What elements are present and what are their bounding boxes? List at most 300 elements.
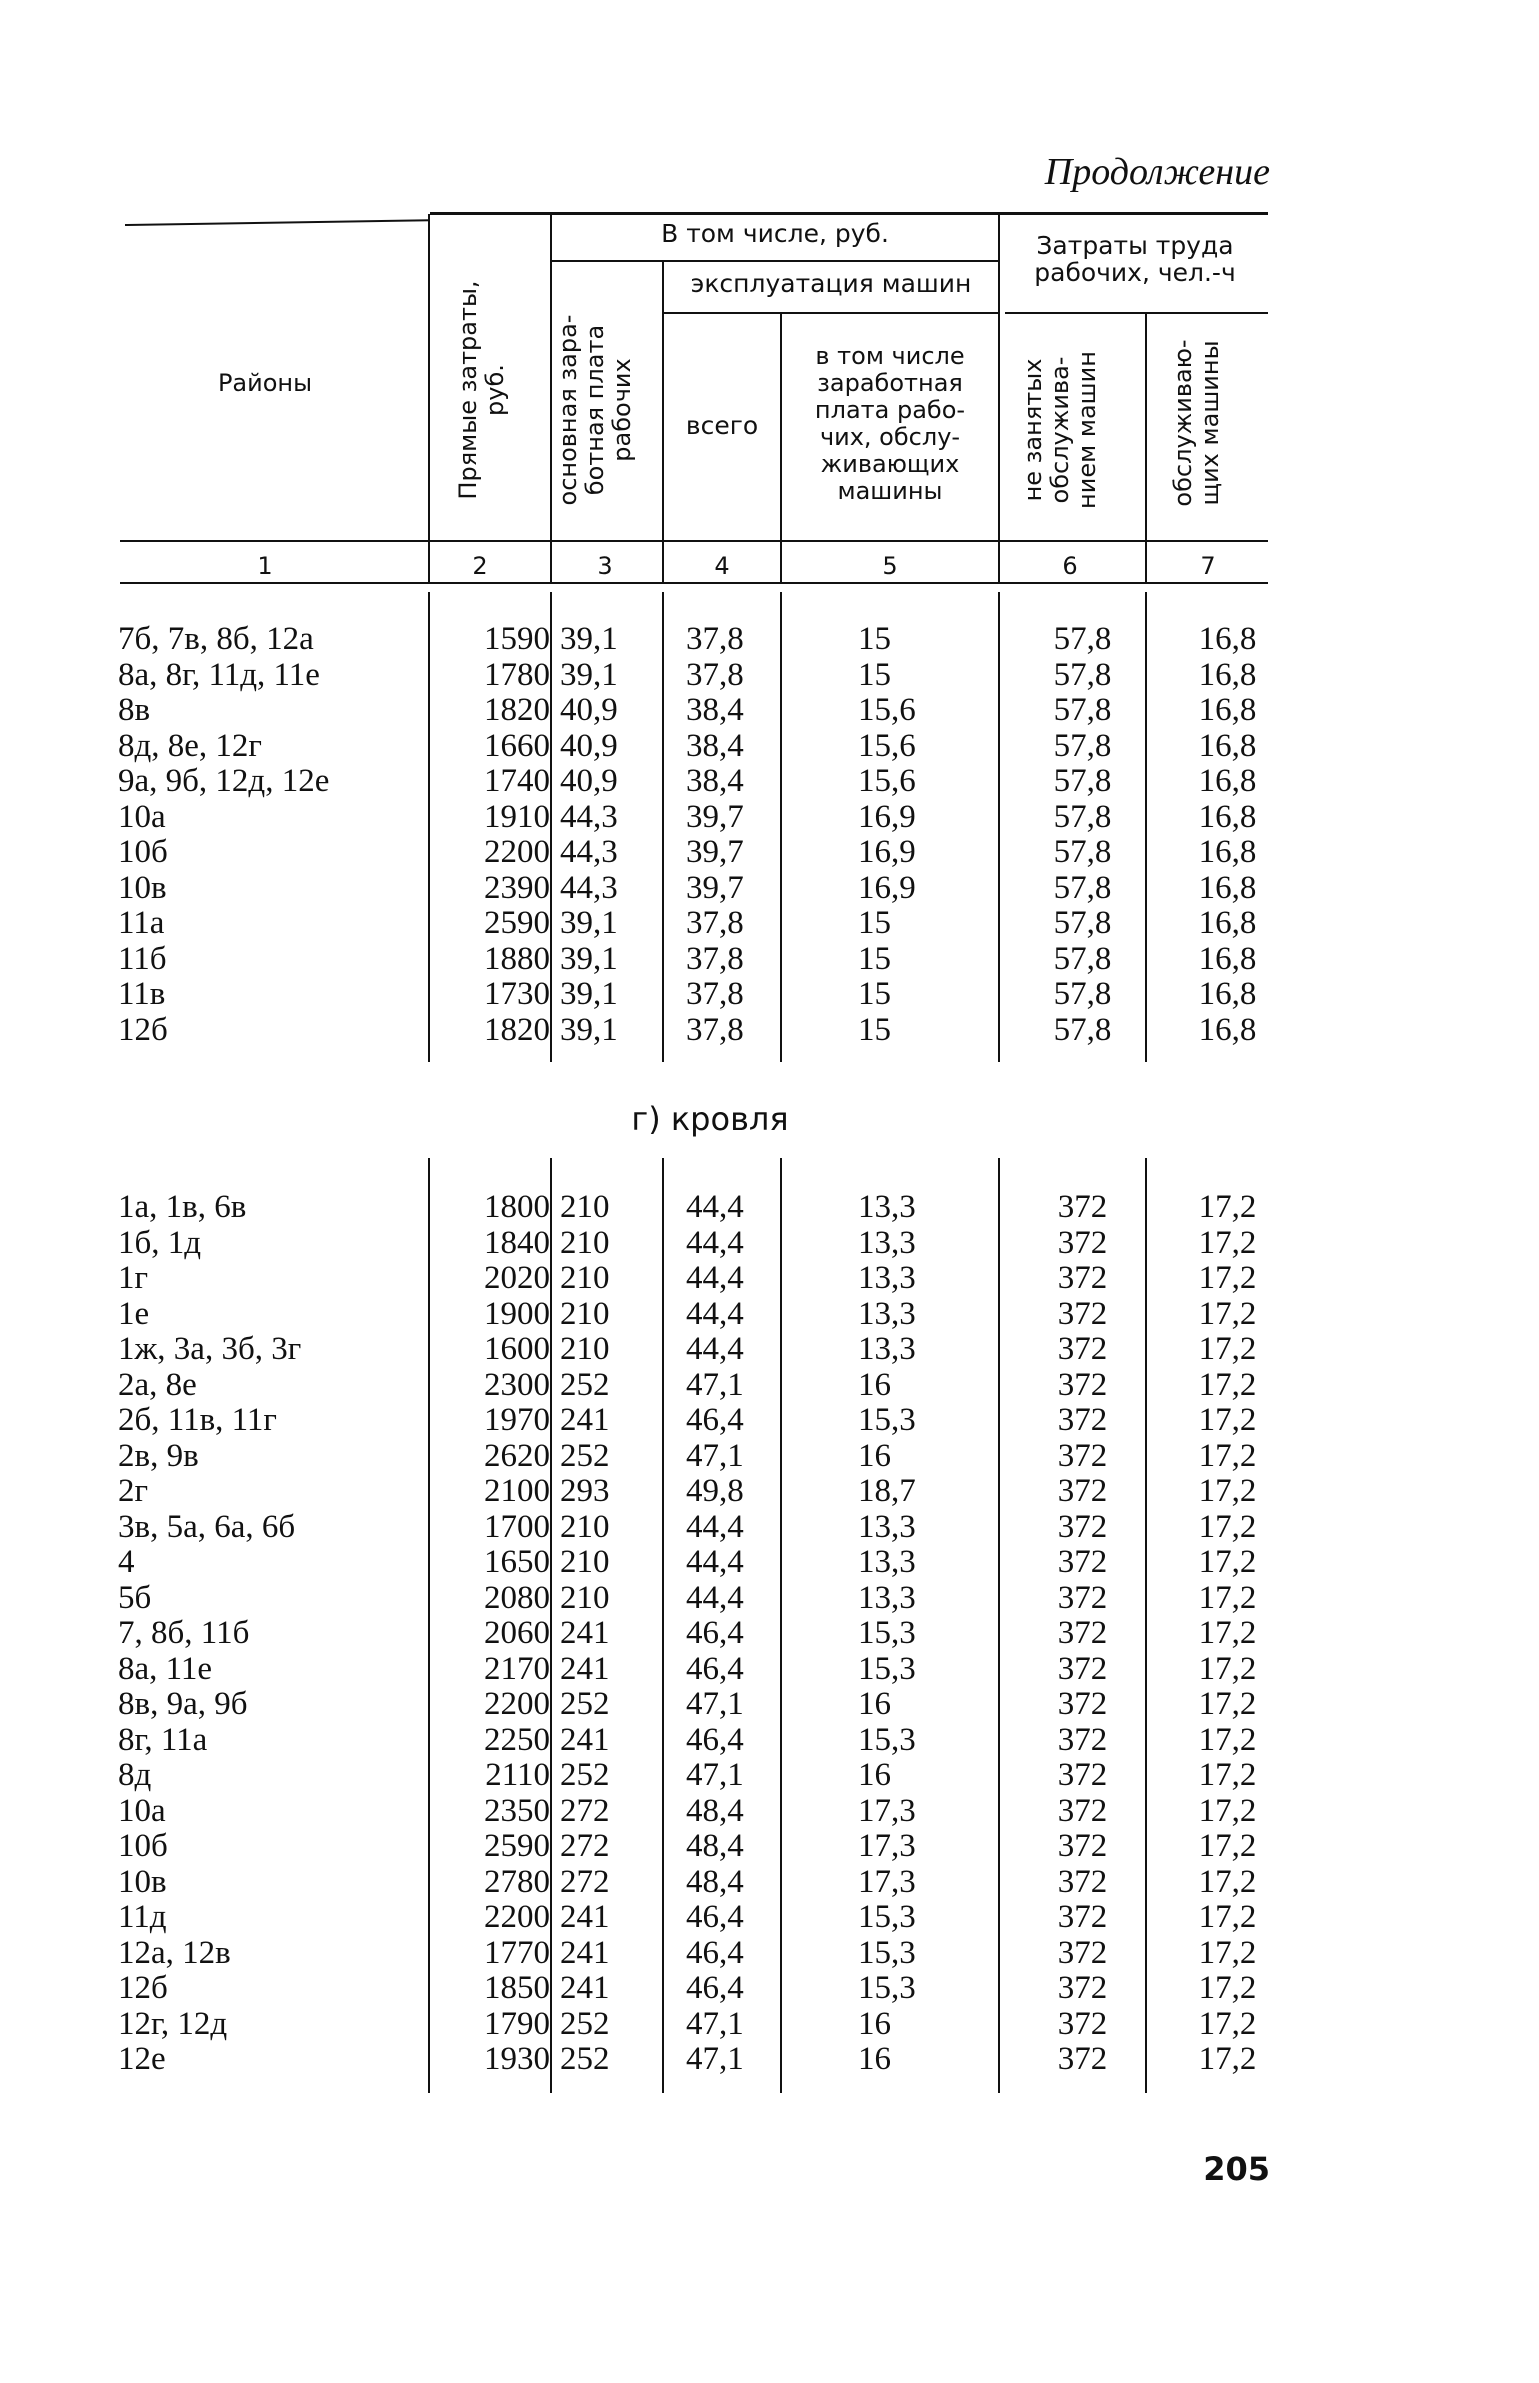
value-cell: 37,8 [686, 1011, 744, 1048]
value-cell: 16 [858, 1366, 891, 1403]
table-row [0, 1439, 1539, 1475]
table-row [0, 1758, 1539, 1794]
value-cell: 46,4 [686, 1402, 744, 1438]
value-cell: 16 [858, 1437, 891, 1474]
value-cell: 57,8 [1053, 976, 1112, 1012]
value-cell: 46,4 [686, 1934, 744, 1971]
value-cell: 372 [1057, 1721, 1108, 1758]
header-labor-costs: Затраты труда рабочих, чел.-ч [1034, 231, 1236, 287]
table-row [0, 835, 1539, 871]
value-cell: 13,3 [858, 1508, 916, 1545]
region-cell: 1е [118, 1295, 150, 1332]
value-cell: 44,3 [560, 834, 618, 870]
value-cell: 1820 [484, 692, 550, 728]
value-cell: 2300 [484, 1366, 550, 1403]
region-cell: 5б [118, 1579, 152, 1616]
value-cell: 37,8 [686, 621, 744, 657]
value-cell: 44,4 [686, 1579, 744, 1616]
value-cell: 15,3 [858, 1615, 916, 1651]
value-cell: 241 [560, 1934, 610, 1971]
region-cell: 11а [118, 905, 165, 941]
value-cell: 13,3 [858, 1189, 916, 1225]
value-cell: 2170 [484, 1650, 550, 1687]
table-row [0, 1900, 1539, 1936]
value-cell: 40,9 [560, 692, 618, 728]
value-cell: 39,7 [686, 798, 744, 835]
value-cell: 17,2 [1198, 1615, 1257, 1651]
value-cell: 16,8 [1198, 763, 1257, 799]
value-cell: 372 [1057, 1331, 1108, 1367]
value-cell: 1700 [484, 1508, 550, 1545]
value-cell: 39,1 [560, 656, 618, 693]
value-cell: 38,4 [686, 727, 744, 764]
col-number-7: 7 [1200, 552, 1216, 580]
value-cell: 1650 [484, 1544, 550, 1580]
col-number-1: 1 [257, 552, 273, 580]
value-cell: 372 [1057, 1295, 1108, 1332]
value-cell: 1590 [484, 621, 550, 657]
value-cell: 372 [1057, 2041, 1108, 2077]
value-cell: 38,4 [686, 692, 744, 728]
value-cell: 57,8 [1053, 692, 1112, 728]
value-cell: 57,8 [1053, 727, 1112, 764]
header-not-servicing: не занятых обслужива-нием машин [1019, 351, 1101, 509]
value-cell: 372 [1057, 1224, 1108, 1261]
value-cell: 39,1 [560, 940, 618, 977]
col-number-3: 3 [597, 552, 613, 580]
value-cell: 57,8 [1053, 940, 1112, 977]
table-row [0, 1297, 1539, 1333]
value-cell: 372 [1057, 1934, 1108, 1971]
value-cell: 16,9 [858, 834, 916, 870]
value-cell: 57,8 [1053, 834, 1112, 870]
value-cell: 16,8 [1198, 905, 1257, 941]
value-cell: 16 [858, 1757, 891, 1793]
value-cell: 15 [858, 1011, 891, 1048]
value-cell: 241 [560, 1899, 610, 1935]
value-cell: 15 [858, 976, 891, 1012]
value-cell: 57,8 [1053, 656, 1112, 693]
region-cell: 10б [118, 1828, 168, 1864]
value-cell: 17,2 [1198, 1828, 1257, 1864]
value-cell: 241 [560, 1721, 610, 1758]
value-cell: 1910 [484, 798, 550, 835]
value-cell: 15,3 [858, 1970, 916, 2006]
value-cell: 252 [560, 1686, 610, 1722]
value-cell: 48,4 [686, 1863, 744, 1900]
value-cell: 16,9 [858, 798, 916, 835]
value-cell: 17,2 [1198, 1863, 1257, 1900]
value-cell: 15 [858, 656, 891, 693]
region-cell: 1ж, 3а, 3б, 3г [118, 1331, 302, 1367]
value-cell: 372 [1057, 1544, 1108, 1580]
table-row [0, 1581, 1539, 1617]
value-cell: 372 [1057, 1686, 1108, 1722]
value-cell: 252 [560, 1366, 610, 1403]
value-cell: 17,2 [1198, 1437, 1257, 1474]
table-row [0, 1261, 1539, 1297]
value-cell: 37,8 [686, 976, 744, 1012]
value-cell: 372 [1057, 1863, 1108, 1900]
value-cell: 1800 [484, 1189, 550, 1225]
value-cell: 1930 [484, 2041, 550, 2077]
value-cell: 39,7 [686, 834, 744, 870]
value-cell: 16,8 [1198, 621, 1257, 657]
value-cell: 40,9 [560, 763, 618, 799]
value-cell: 2590 [484, 1828, 550, 1864]
value-cell: 2620 [484, 1437, 550, 1474]
value-cell: 15,3 [858, 1899, 916, 1935]
value-cell: 2200 [484, 1686, 550, 1722]
region-cell: 4 [118, 1544, 135, 1580]
col-number-2: 2 [472, 552, 488, 580]
value-cell: 210 [560, 1331, 610, 1367]
value-cell: 372 [1057, 1579, 1108, 1616]
region-cell: 8в [118, 692, 151, 728]
region-cell: 12б [118, 1011, 168, 1048]
section-title: г) кровля [631, 1100, 789, 1138]
value-cell: 44,4 [686, 1544, 744, 1580]
value-cell: 48,4 [686, 1792, 744, 1829]
value-cell: 2350 [484, 1792, 550, 1829]
table-row [0, 1687, 1539, 1723]
value-cell: 44,4 [686, 1331, 744, 1367]
value-cell: 241 [560, 1615, 610, 1651]
value-cell: 16 [858, 2005, 891, 2042]
value-cell: 372 [1057, 1792, 1108, 1829]
value-cell: 17,2 [1198, 1792, 1257, 1829]
header-machine-operation: эксплуатация машин [690, 269, 972, 298]
value-cell: 15 [858, 621, 891, 657]
table-row [0, 1829, 1539, 1865]
value-cell: 210 [560, 1260, 610, 1296]
table-row [0, 764, 1539, 800]
table-row [0, 622, 1539, 658]
table-row [0, 1723, 1539, 1759]
value-cell: 17,3 [858, 1863, 916, 1900]
value-cell: 39,1 [560, 976, 618, 1012]
region-cell: 1г [118, 1260, 149, 1296]
value-cell: 13,3 [858, 1224, 916, 1261]
value-cell: 49,8 [686, 1473, 744, 1509]
region-cell: 12б [118, 1970, 168, 2006]
value-cell: 17,2 [1198, 1331, 1257, 1367]
region-cell: 12г, 12д [118, 2005, 228, 2042]
value-cell: 17,2 [1198, 2041, 1257, 2077]
value-cell: 15,3 [858, 1721, 916, 1758]
value-cell: 210 [560, 1295, 610, 1332]
value-cell: 47,1 [686, 1757, 744, 1793]
value-cell: 16 [858, 2041, 891, 2077]
value-cell: 17,2 [1198, 1508, 1257, 1545]
region-cell: 9а, 9б, 12д, 12е [118, 763, 330, 799]
value-cell: 372 [1057, 1402, 1108, 1438]
value-cell: 47,1 [686, 2005, 744, 2042]
value-cell: 1780 [484, 656, 550, 693]
region-cell: 8а, 11е [118, 1650, 213, 1687]
value-cell: 15,6 [858, 727, 916, 764]
region-cell: 10в [118, 1863, 167, 1900]
table-row [0, 1545, 1539, 1581]
value-cell: 252 [560, 1757, 610, 1793]
value-cell: 46,4 [686, 1970, 744, 2006]
value-cell: 272 [560, 1792, 610, 1829]
region-cell: 8д, 8е, 12г [118, 727, 262, 764]
region-cell: 11б [118, 940, 167, 977]
table-row [0, 942, 1539, 978]
value-cell: 1970 [484, 1402, 550, 1438]
value-cell: 252 [560, 2041, 610, 2077]
value-cell: 241 [560, 1970, 610, 2006]
value-cell: 47,1 [686, 1437, 744, 1474]
value-cell: 210 [560, 1189, 610, 1225]
table-row [0, 1013, 1539, 1049]
value-cell: 2390 [484, 869, 550, 906]
header-including: В том числе, руб. [661, 219, 889, 248]
table-row [0, 1510, 1539, 1546]
value-cell: 372 [1057, 2005, 1108, 2042]
table-row [0, 1971, 1539, 2007]
region-cell: 1а, 1в, 6в [118, 1189, 247, 1225]
value-cell: 17,2 [1198, 1260, 1257, 1296]
table-row [0, 1403, 1539, 1439]
value-cell: 46,4 [686, 1615, 744, 1651]
value-cell: 57,8 [1053, 905, 1112, 941]
value-cell: 17,2 [1198, 1579, 1257, 1616]
value-cell: 17,3 [858, 1792, 916, 1829]
value-cell: 1740 [484, 763, 550, 799]
value-cell: 1880 [484, 940, 550, 977]
region-cell: 10а [118, 1792, 166, 1829]
region-cell: 7, 8б, 11б [118, 1615, 250, 1651]
region-cell: 8д [118, 1757, 152, 1793]
value-cell: 372 [1057, 1189, 1108, 1225]
value-cell: 2200 [484, 1899, 550, 1935]
table-row [0, 1794, 1539, 1830]
value-cell: 15,6 [858, 692, 916, 728]
value-cell: 48,4 [686, 1828, 744, 1864]
value-cell: 17,2 [1198, 1544, 1257, 1580]
value-cell: 17,2 [1198, 1473, 1257, 1509]
header-servicing: обслуживаю-щих машины [1169, 339, 1224, 507]
value-cell: 17,2 [1198, 1721, 1257, 1758]
col-number-6: 6 [1062, 552, 1078, 580]
value-cell: 37,8 [686, 905, 744, 941]
value-cell: 16,8 [1198, 940, 1257, 977]
value-cell: 1770 [484, 1934, 550, 1971]
value-cell: 46,4 [686, 1899, 744, 1935]
value-cell: 17,2 [1198, 1224, 1257, 1261]
value-cell: 2060 [484, 1615, 550, 1651]
value-cell: 44,4 [686, 1508, 744, 1545]
value-cell: 16,8 [1198, 692, 1257, 728]
value-cell: 44,4 [686, 1224, 744, 1261]
table-row [0, 1368, 1539, 1404]
value-cell: 372 [1057, 1366, 1108, 1403]
value-cell: 39,1 [560, 621, 618, 657]
value-cell: 44,4 [686, 1295, 744, 1332]
value-cell: 57,8 [1053, 869, 1112, 906]
region-cell: 7б, 7в, 8б, 12а [118, 621, 314, 657]
value-cell: 272 [560, 1828, 610, 1864]
header-direct-costs: Прямые затраты, руб. [454, 280, 509, 500]
value-cell: 372 [1057, 1650, 1108, 1687]
value-cell: 2590 [484, 905, 550, 941]
value-cell: 13,3 [858, 1331, 916, 1367]
table2-body [0, 1190, 1539, 2078]
value-cell: 16 [858, 1686, 891, 1722]
value-cell: 16,8 [1198, 727, 1257, 764]
value-cell: 15 [858, 905, 891, 941]
value-cell: 15,3 [858, 1934, 916, 1971]
table-row [0, 658, 1539, 694]
value-cell: 210 [560, 1224, 610, 1261]
header-incl-wages: в том числе заработная плата рабо-чих, обслу-живающих машины [814, 342, 966, 505]
value-cell: 293 [560, 1473, 610, 1509]
value-cell: 2100 [484, 1473, 550, 1509]
value-cell: 17,2 [1198, 1934, 1257, 1971]
page-number: 205 [1203, 2150, 1270, 2188]
table-row [0, 729, 1539, 765]
value-cell: 57,8 [1053, 1011, 1112, 1048]
value-cell: 210 [560, 1544, 610, 1580]
value-cell: 13,3 [858, 1295, 916, 1332]
table-row [0, 1474, 1539, 1510]
value-cell: 17,2 [1198, 1402, 1257, 1438]
value-cell: 17,2 [1198, 1366, 1257, 1403]
value-cell: 1820 [484, 1011, 550, 1048]
value-cell: 1840 [484, 1224, 550, 1261]
value-cell: 372 [1057, 1899, 1108, 1935]
region-cell: 8а, 8г, 11д, 11е [118, 656, 320, 693]
value-cell: 39,7 [686, 869, 744, 906]
value-cell: 2250 [484, 1721, 550, 1758]
table-row [0, 1190, 1539, 1226]
value-cell: 1600 [484, 1331, 550, 1367]
value-cell: 16,8 [1198, 869, 1257, 906]
value-cell: 372 [1057, 1970, 1108, 2006]
value-cell: 372 [1057, 1437, 1108, 1474]
value-cell: 17,2 [1198, 1757, 1257, 1793]
value-cell: 37,8 [686, 656, 744, 693]
value-cell: 47,1 [686, 2041, 744, 2077]
value-cell: 241 [560, 1650, 610, 1687]
value-cell: 1730 [484, 976, 550, 1012]
table-row [0, 1332, 1539, 1368]
region-cell: 12е [118, 2041, 166, 2077]
col-number-4: 4 [714, 552, 730, 580]
value-cell: 44,3 [560, 869, 618, 906]
value-cell: 13,3 [858, 1260, 916, 1296]
value-cell: 2200 [484, 834, 550, 870]
header-total: всего [685, 411, 759, 440]
value-cell: 40,9 [560, 727, 618, 764]
region-cell: 8в, 9а, 9б [118, 1686, 248, 1722]
table-row [0, 1936, 1539, 1972]
region-cell: 10б [118, 834, 168, 870]
region-cell: 10в [118, 869, 167, 906]
value-cell: 39,1 [560, 905, 618, 941]
value-cell: 47,1 [686, 1366, 744, 1403]
value-cell: 16,8 [1198, 976, 1257, 1012]
value-cell: 252 [560, 1437, 610, 1474]
region-cell: 2б, 11в, 11г [118, 1402, 277, 1438]
value-cell: 17,2 [1198, 1650, 1257, 1687]
continuation-label: Продолжение [1044, 151, 1270, 193]
region-cell: 2в, 9в [118, 1437, 199, 1474]
table-row [0, 2007, 1539, 2043]
value-cell: 44,4 [686, 1260, 744, 1296]
table-row [0, 871, 1539, 907]
region-cell: 1б, 1д [118, 1224, 202, 1261]
value-cell: 17,2 [1198, 1189, 1257, 1225]
value-cell: 15,3 [858, 1650, 916, 1687]
region-cell: 10а [118, 798, 166, 835]
value-cell: 17,2 [1198, 1899, 1257, 1935]
region-cell: 2г [118, 1473, 149, 1509]
value-cell: 2110 [485, 1757, 550, 1793]
value-cell: 47,1 [686, 1686, 744, 1722]
value-cell: 37,8 [686, 940, 744, 977]
value-cell: 44,4 [686, 1189, 744, 1225]
region-cell: 8г, 11а [118, 1721, 208, 1758]
value-cell: 57,8 [1053, 798, 1112, 835]
value-cell: 13,3 [858, 1544, 916, 1580]
table-row [0, 2042, 1539, 2078]
value-cell: 44,3 [560, 798, 618, 835]
value-cell: 17,2 [1198, 1686, 1257, 1722]
value-cell: 15,3 [858, 1402, 916, 1438]
table1-body [0, 622, 1539, 1048]
value-cell: 2020 [484, 1260, 550, 1296]
value-cell: 16,9 [858, 869, 916, 906]
value-cell: 46,4 [686, 1650, 744, 1687]
header-base-wages: основная зара-ботная плата рабочих [554, 314, 636, 506]
value-cell: 18,7 [858, 1473, 916, 1509]
value-cell: 38,4 [686, 763, 744, 799]
value-cell: 372 [1057, 1508, 1108, 1545]
value-cell: 15,6 [858, 763, 916, 799]
value-cell: 46,4 [686, 1721, 744, 1758]
value-cell: 16,8 [1198, 834, 1257, 870]
value-cell: 272 [560, 1863, 610, 1900]
value-cell: 39,1 [560, 1011, 618, 1048]
value-cell: 16,8 [1198, 656, 1257, 693]
value-cell: 57,8 [1053, 621, 1112, 657]
value-cell: 241 [560, 1402, 610, 1438]
value-cell: 17,2 [1198, 2005, 1257, 2042]
col-number-5: 5 [882, 552, 898, 580]
table-row [0, 906, 1539, 942]
table-row [0, 800, 1539, 836]
region-cell: 2а, 8е [118, 1366, 197, 1403]
value-cell: 372 [1057, 1615, 1108, 1651]
value-cell: 1900 [484, 1295, 550, 1332]
header-regions: Районы [217, 369, 313, 397]
value-cell: 57,8 [1053, 763, 1112, 799]
value-cell: 1790 [484, 2005, 550, 2042]
value-cell: 210 [560, 1508, 610, 1545]
value-cell: 372 [1057, 1757, 1108, 1793]
region-cell: 12а, 12в [118, 1934, 231, 1971]
region-cell: 3в, 5а, 6а, 6б [118, 1508, 296, 1545]
value-cell: 16,8 [1198, 1011, 1257, 1048]
value-cell: 16,8 [1198, 798, 1257, 835]
value-cell: 2780 [484, 1863, 550, 1900]
value-cell: 252 [560, 2005, 610, 2042]
region-cell: 11в [118, 976, 166, 1012]
value-cell: 1850 [484, 1970, 550, 2006]
